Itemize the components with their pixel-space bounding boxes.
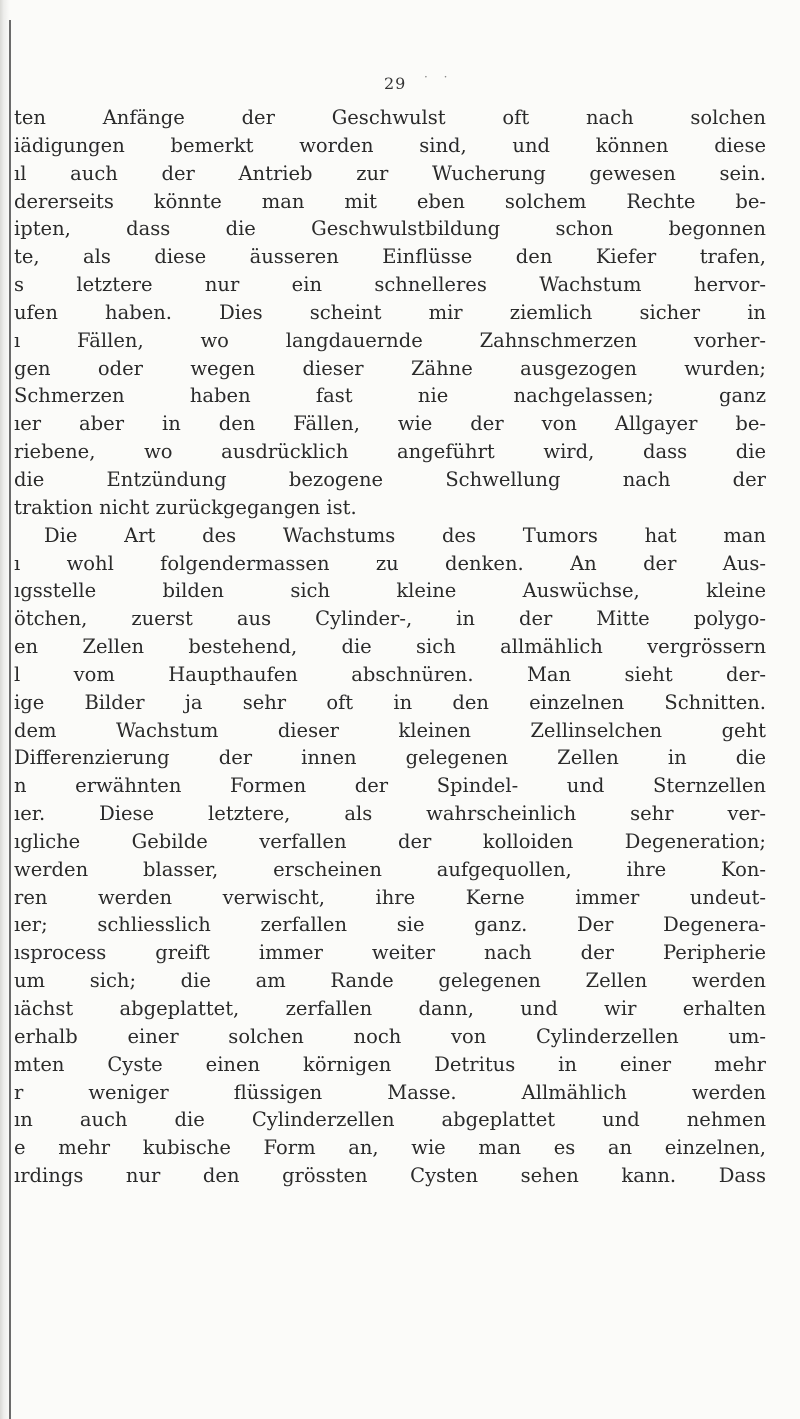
text-line: um sich; die am Rande gelegenen Zellen werden — [14, 969, 766, 993]
text-line: ın auch die Cylinderzellen abgeplattet und nehmen — [14, 1108, 766, 1132]
text-line: ren werden verwischt, ihre Kerne immer undeut- — [14, 885, 766, 909]
paragraph-start-line: Die Art des Wachstums des Tumors hat man — [44, 523, 766, 547]
text-line: iädigungen bemerkt worden sind, und können diese — [14, 133, 766, 157]
text-line: ige Bilder ja sehr oft in den einzelnen Schnitten. — [14, 690, 766, 714]
text-line: Differenzierung der innen gelegenen Zellen in die — [14, 746, 766, 770]
text-line: s letztere nur ein schnelleres Wachstum hervor- — [14, 273, 766, 297]
binding-edge — [9, 20, 11, 1419]
text-line: te, als diese äusseren Einflüsse den Kiefer trafen, — [14, 245, 766, 269]
text-line: dem Wachstum dieser kleinen Zellinselchen geht — [14, 718, 766, 742]
text-line: ı Fällen, wo langdauernde Zahnschmerzen vorher- — [14, 328, 766, 352]
text-line: riebene, wo ausdrücklich angeführt wird, dass die — [14, 440, 766, 464]
text-line: ıächst abgeplattet, zerfallen dann, und wir erhalten — [14, 997, 766, 1020]
text-line: n erwähnten Formen der Spindel- und Sternzellen — [14, 774, 766, 798]
text-line: l vom Haupthaufen abschnüren. Man sieht der- — [14, 662, 766, 686]
text-line: erhalb einer solchen noch von Cylinderzellen um- — [14, 1024, 766, 1048]
text-line: gen oder wegen dieser Zähne ausgezogen wurden; — [14, 356, 766, 380]
text-line: ıgsstelle bilden sich kleine Auswüchse, kleine — [14, 579, 766, 603]
text-line: ısprocess greift immer weiter nach der Peripherie — [14, 941, 766, 965]
text-line: en Zellen bestehend, die sich allmählich vergrössern — [14, 635, 766, 659]
text-line: ırdings nur den grössten Cysten sehen kann. Dass — [14, 1164, 766, 1188]
text-line: e mehr kubische Form an, wie man es an einzelnen, — [14, 1136, 766, 1160]
text-line: ıer aber in den Fällen, wie der von Allgayer be- — [14, 412, 766, 436]
text-line: dererseits könnte man mit eben solchem Rechte be- — [14, 189, 766, 213]
text-line: ufen haben. Dies scheint mir ziemlich sicher in — [14, 300, 766, 324]
paragraph-end-line: traktion nicht zurückgegangen ist. — [14, 495, 357, 519]
text-line: Schmerzen haben fast nie nachgelassen; ganz — [14, 384, 766, 408]
text-line: ipten, dass die Geschwulstbildung schon begonnen — [14, 217, 766, 241]
text-line: ötchen, zuerst aus Cylinder-, in der Mitte polygo- — [14, 607, 766, 631]
text-line: ıer; schliesslich zerfallen sie ganz. Der Degenera- — [14, 913, 766, 937]
text-line: ı wohl folgendermassen zu denken. An der Aus- — [14, 551, 766, 575]
text-line: werden blasser, erscheinen aufgequollen, ihre Kon- — [14, 857, 766, 881]
page-number: 29 — [384, 74, 407, 93]
text-line: r weniger flüssigen Masse. Allmählich werden — [14, 1080, 766, 1104]
text-line: ıgliche Gebilde verfallen der kolloiden Degeneration; — [14, 829, 766, 853]
text-line: ıl auch der Antrieb zur Wucherung gewesen sein. — [14, 161, 766, 185]
text-line: ten Anfänge der Geschwulst oft nach solchen — [14, 106, 766, 129]
text-line: die Entzündung bezogene Schwellung nach der — [14, 467, 766, 491]
text-line: mten Cyste einen körnigen Detritus in einer mehr — [14, 1052, 766, 1076]
body-text — [14, 104, 766, 1190]
print-mark: · · — [424, 70, 454, 84]
text-line: ıer. Diese letztere, als wahrscheinlich sehr ver- — [14, 802, 766, 826]
